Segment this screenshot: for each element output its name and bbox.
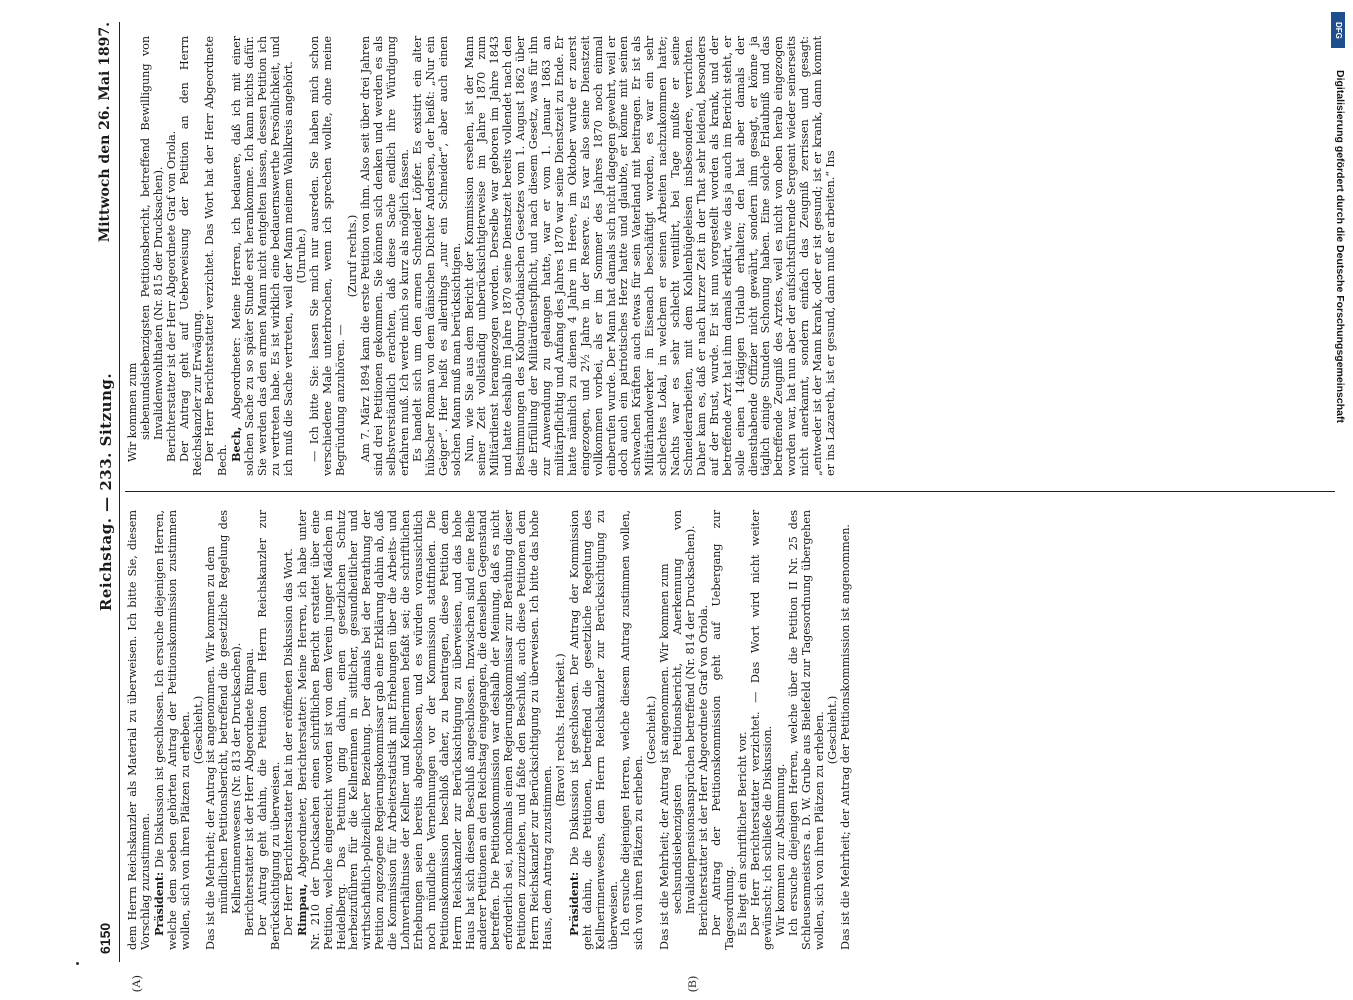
paragraph: (Geschieht.) [825,695,839,765]
paragraph: Berichterstatter ist der Herr Abgeordnete Graf von Oriola. [164,130,178,462]
paragraph: (Zuruf rechts.) [346,214,360,298]
paragraph: Rimpau, Abgeordneter, Berichterstatter: Meine Herren, ich habe unter Nr. 210 der Drucksachen einen schriftlichen Bericht erstattet über eine Petition, welche eingereicht worden ist von dem Verein junger Mädchen in Heidelberg. Das Petitum ging dahin, einen gesetzlichen Schutz herbeizuführen für die Kellnerinnen in sittlicher, gesundheitlicher und wirthschaftlich-polizeilicher Beziehung. Der damals bei der Berathung der Petition zugezogene Regierungskommissar gab eine Erklärung dahin ab, daß die Kommission für Arbeiterstatistik mit Erhebungen über die Arbeits- und Lohnverhältnisse der Kellner und Kellnerinnen befaßt sei; die schriftlichen Erhebungen seien bereits abgeschlossen, und es würden voraussichtlich noch mündliche Vernehmungen vor der Kommission stattfinden. Die Petitionskommission beschloß daher, zu beantragen, diese Petition dem Herrn Reichskanzler zur Berücksichtigung zu überweisen, und das hohe Haus hat sich diesem Beschluß angeschlossen. Inzwischen sind eine Reihe anderer Petitionen an den Reichstag eingegangen, die denselben Gegenstand betreffen. Die Petitionskommission war deshalb der Meinung, daß es nicht erforderlich sei, nochmals einen Regierungskommissar zur Berathung dieser Petitionen zuzuziehen, und faßte den Beschluß, auch diese Petitionen dem Herrn Reichskanzler zur Berücksichtigung zu überweisen. Ich bitte das hohe Haus, dem Antrag zuzustimmen. [294,510,554,950]
paragraph: Es liegt ein schriftlicher Bericht vor. [735,731,749,936]
paragraph: Präsident: Die Diskussion ist geschlossen. Der Antrag der Kommission geht dahin, die Petitionen, betreffend die gesetzliche Regelung des Kellnerinnenwesens, dem Herrn Reichskanzler zur Berücksichtigung zu überweisen. [566,510,620,950]
paragraph: Der Herr Berichterstatter verzichtet. Das Wort hat der Herr Abgeordnete Bech. [203,36,230,476]
paragraph: Nun, wie Sie aus dem Bericht der Kommission ersehen, ist der Mann seiner Zeit vollständig unberücksichtigterweise im Jahre 1870 zum Militärdienst herangezogen worden. Derselbe war geboren im Jahre 1843 und hatte deshalb im Jahre 1870 seine Dienstzeit bereits vollendet nach den Bestimmungen des Koburg-Gothaischen Gesetzes vom 1. August 1862 über die Erfüllung der Militärdienstpflicht, und nach diesem Gesetz, was für ihn zur Anwendung zu gelangen hatte, war er vom 1. Januar 1863 an militärpflichtig und Anfang des Jahres 1870 war seine Dienstzeit zu Ende. Er hatte nämlich zu dienen 4 Jahre im Heere, im Oktober wurde er zuerst eingezogen, und 2½ Jahre in der Reserve. Es war also seine Dienstzeit vollkommen vorbei, als er im Sommer des Jahres 1870 noch einmal einberufen wurde. Der Mann hat damals sich nicht dagegen gewehrt, weil er doch auch ein patriotisches Herz hatte und glaubte, er könne mit seinen schwachen Kräften auch etwas für sein Vaterland mit beitragen. Er ist als Militärhandwerker in Eisenach beschäftigt worden, es war ein sehr schlechtes Lokal, in welchem er seinen Arbeiten nachzukommen hatte; Nachts war es sehr schlecht ventilirt, bei Tage mußte er seine Schneiderarbeiten, mit dem Kohlenbügeleisen insbesondere, verrichten. Daher kam es, daß er nach kurzer Zeit in der That sehr leidend, besonders auf der Brust, wurde. Er ist nun vorgestellt worden als krank, und der betreffende Arzt hat ihm damals erklärt, wie das ja auch im Bericht steht, er solle einen 14tägigen Urlaub erhalten; den hat aber damals der diensthabende Offizier nicht gewährt, sondern ihm gesagt, er könne ja täglich einige Stunden Schonung haben. Eine solche Erlaubniß und das betreffende Zeugniß des Arztes, weil es nicht von oben herab eingezogen worden war, hat nun aber der aufsichtsführende Sergeant wieder seinerseits nicht anerkannt, sondern einfach das Zeugniß zerrissen und gesagt: „entweder ist der Mann krank, oder er ist gesund; ist er krank, dann kommt er ins Lazareth, ist er gesund, dann muß er arbeiten.“ Ins [462,36,837,476]
paragraph: Präsident: Die Diskussion ist geschlossen. Ich ersuche diejenigen Herren, welche dem soeben gehörten Antrag der Petitionskommission zustimmen wollen, sich von ihren Plätzen zu erheben. [151,510,192,950]
paragraph: Berichterstatter ist der Herr Abgeordnete Graf von Oriola. [696,604,710,936]
credit-text: Digitalisierung gefördert durch die Deutsche Forschungsgemeinschaft [1334,70,1346,423]
paragraph: Am 7. März 1894 kam die erste Petition von ihm. Also seit über drei Jahren sind drei Petitionen gekommen. Sie können sich denken und werden es als selbstverständlich erachten, daß diese Sache endlich ihre Würdigung erfahren muß. Ich werde mich so kurz als möglich fassen. [359,36,412,476]
column-divider [125,491,1335,492]
paragraph: siebenundsiebenzigsten Petitionsbericht, betreffend Bewilligung von Invalidenwohlthaten (Nr. 815 der Drucksachen). [138,36,165,440]
paragraph: Bech, Abgeordneter: Meine Herren, ich bedauere, daß ich mit einer solchen Sache zu so später Stunde erst herankomme. Ich kann nichts dafür. Sie werden das den armen Mann nicht entgelten lassen, dessen Petition ich zu vertreten habe. Es ist wirklich eine bedauernswerthe Persönlichkeit, und ich muß die Sache vertreten, weil der Mann meinem Wahlkreis angehört. [229,36,295,476]
paragraph: Der Herr Berichterstatter hat in der eröffneten Diskussion das Wort. [281,548,295,936]
paragraph: (Geschieht.) [645,695,659,765]
paragraph: Das ist die Mehrheit; der Antrag ist angenommen. Wir kommen zum [658,563,672,950]
session-title: Reichstag. — 233. Sitzung. [97,372,115,612]
paragraph: Es handelt sich um den armen Schneider Löpfer. Es existirt ein alter hübscher Roman von dem dänischen Dichter Andersen, der heißt: „Nur ein Geiger“. Hier heißt es allerdings „nur ein Schneider“, aber auch einen solchen Mann muß man berücksichtigen. [410,36,463,476]
paragraph: sechsundsiebenzigsten Petitionsbericht, Anerkennung von Invalidenpensionsansprüchen betreffend (Nr. 814 der Drucksachen). [671,510,697,914]
paragraph: Ich ersuche diejenigen Herren, welche über die Petition II Nr. 25 des Schleusenmeisters a. D. W. Grube aus Bielefeld zur Tagesordnung übergehen wollen, sich von ihren Plätzen zu erheben. [787,510,827,950]
speaker-name: Präsident: [566,871,581,936]
margin-mark-a: (A) [129,975,143,992]
rotated-page [95,22,1335,992]
paragraph: Der Herr Berichterstatter verzichtet. — Das Wort wird nicht weiter gewünscht; ich schließe die Diskussion. [748,510,775,950]
margin-mark-b: (B) [685,976,699,992]
paragraph: Wir kommen zum [126,362,139,462]
session-date: Mittwoch den 26. Mai 1897. [97,22,113,243]
paragraph: Wir kommen zur Abstimmung. [774,763,788,936]
digitization-credit [1328,10,1348,990]
paragraph: Ich ersuche diejenigen Herren, welche diesem Antrag zustimmen wollen, sich von ihren Plätzen zu erheben. [619,510,646,950]
scan-dot [76,962,79,965]
page-header [95,22,121,962]
paragraph: — Ich bitte Sie: lassen Sie mich nur ausreden. Sie haben mich schon verschiedene Male unterbrochen, wenn ich sprechen wollte, ohne meine Begründung anzuhören. — [307,36,347,476]
paragraph: Der Antrag geht dahin, die Petition dem Herrn Reichskanzler zur Berücksichtigung zu überweisen. [256,510,282,950]
speaker-name: Präsident: [151,871,166,936]
paragraph: Der Antrag der Petitionskommission geht auf Uebergang zur Tagesordnung. [709,510,736,950]
paragraph: (Unruhe.) [294,228,308,284]
paragraph: Berichterstatter ist der Herr Abgeordnete Rimpau. [243,648,257,936]
speaker-name: Rimpau, [294,883,309,936]
speaker-name: Bech, [229,426,244,462]
paragraph: Der Antrag geht auf Ueberweisung der Petition an den Herrn Reichskanzler zur Erwägung. [177,36,204,476]
left-column [127,510,853,950]
paragraph: dem Herrn Reichskanzler als Material zu überweisen. Ich bitte Sie, diesem Vorschlag zuzustimmen. [126,510,152,950]
paragraph: (Geschieht.) [191,695,205,765]
header-rule [119,22,120,962]
paragraph: Das ist die Mehrheit; der Antrag ist angenommen. Wir kommen zu dem [204,546,218,950]
dfg-logo: DFG [1331,12,1345,48]
right-column [127,36,838,476]
paragraph: Das ist die Mehrheit; der Antrag der Petitionskommission ist angenommen. [838,524,852,950]
page-number: 6150 [97,922,113,954]
paragraph: (Bravo! rechts. Heiterkeit.) [553,653,567,807]
paragraph: mündlichen Petitionsbericht, betreffend die gesetzliche Regelung des Kellnerinnenwesens (Nr. 813 der Drucksachen). [217,510,244,914]
